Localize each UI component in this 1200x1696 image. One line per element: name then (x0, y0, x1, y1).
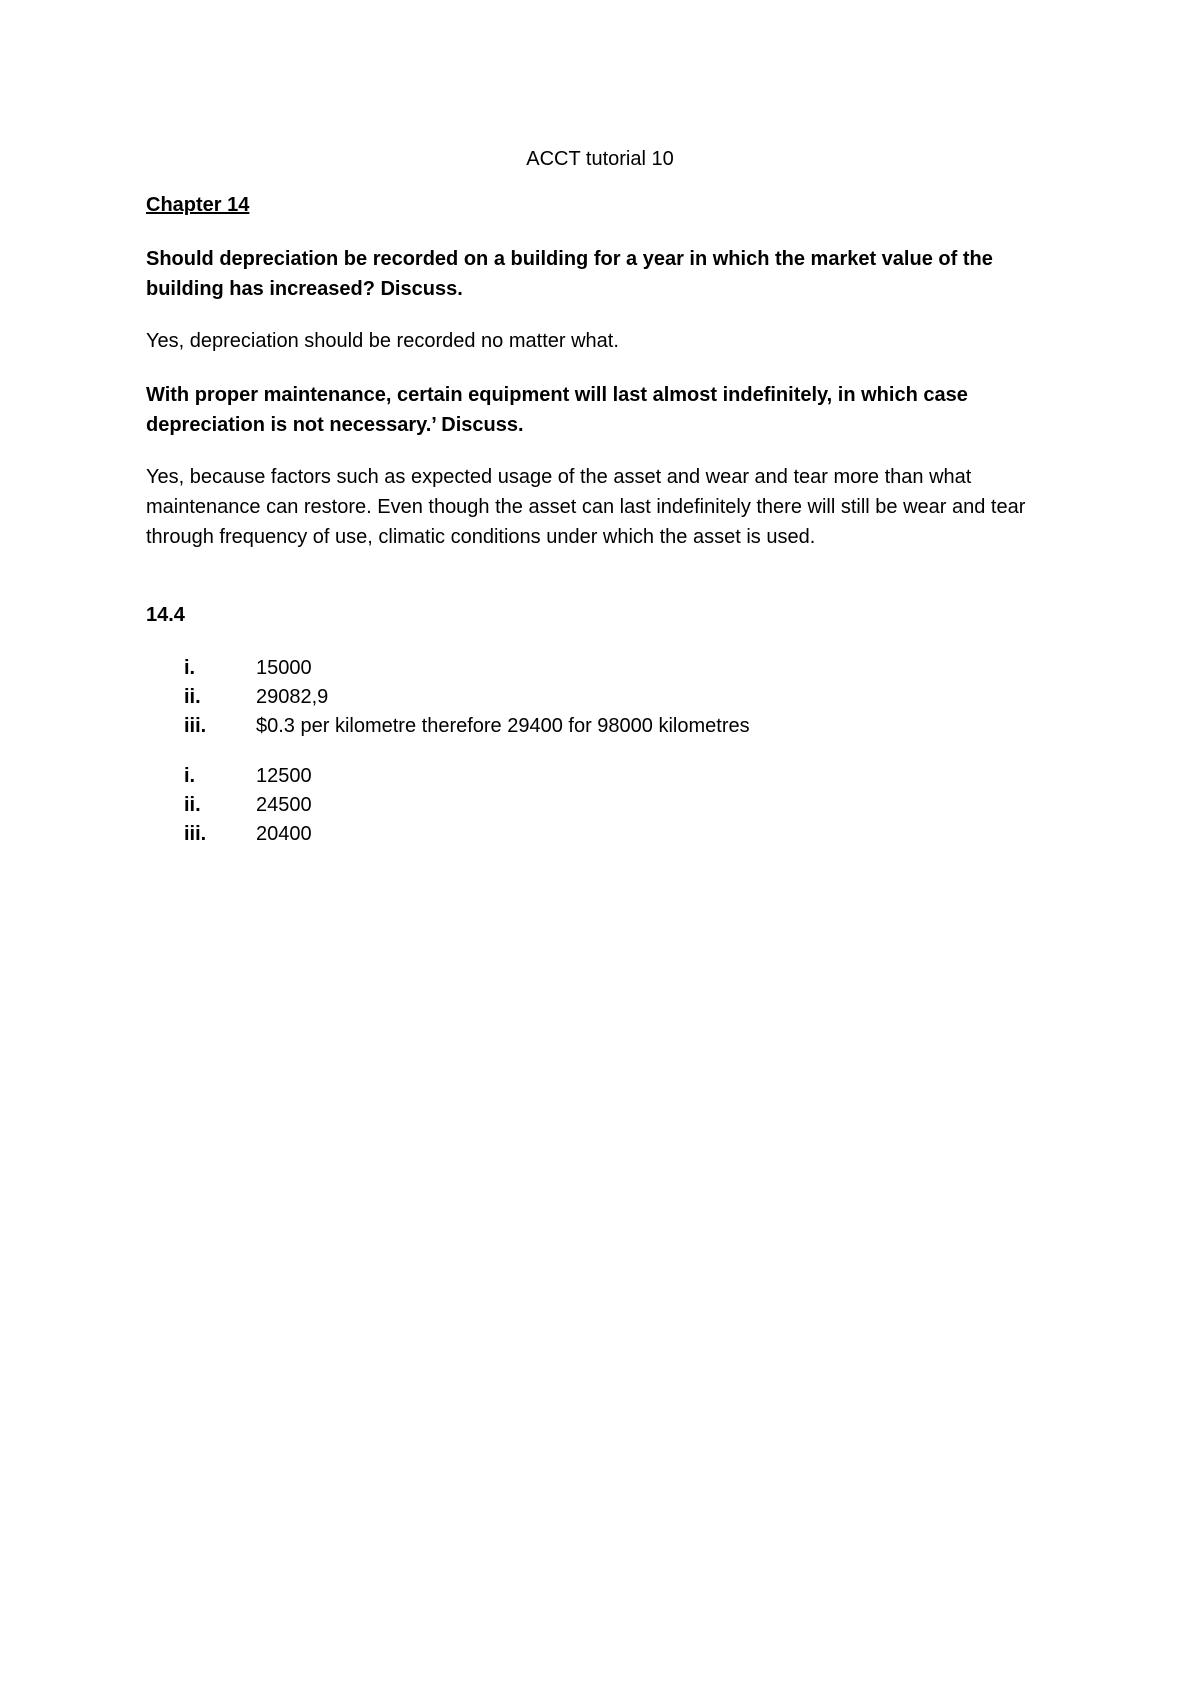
list-value: $0.3 per kilometre therefore 29400 for 98000 kilometres (256, 715, 750, 737)
document-title: ACCT tutorial 10 (526, 148, 674, 170)
answer-list-b (146, 762, 312, 849)
question-2: With proper maintenance, certain equipment will last almost indefinitely, in which case depreciation is not necessary.’ Discuss. (146, 384, 968, 436)
list-number: iii. (184, 715, 207, 737)
list-value: 24500 (256, 794, 312, 816)
list-item (146, 654, 750, 683)
list-number: i. (184, 657, 196, 679)
list-item (146, 683, 750, 712)
answer-1: Yes, depreciation should be recorded no matter what. (146, 330, 619, 352)
list-number: ii. (184, 686, 201, 708)
list-value: 15000 (256, 657, 312, 679)
list-value: 20400 (256, 823, 312, 845)
question-1: Should depreciation be recorded on a building for a year in which the market value of the building has increased? Discuss. (146, 248, 993, 300)
answer-list-a (146, 654, 750, 741)
list-number: iii. (184, 823, 207, 845)
chapter-heading: Chapter 14 (146, 194, 250, 216)
list-number: ii. (184, 794, 201, 816)
list-item (146, 820, 312, 849)
answer-2: Yes, because factors such as expected usage of the asset and wear and tear more than what maintenance can restore. Even though the asset can last indefinitely there will still be wear and tear through frequency of use, climatic conditions under which the asset is used. (146, 466, 1026, 548)
list-item (146, 712, 750, 741)
list-number: i. (184, 765, 196, 787)
exercise-heading: 14.4 (146, 604, 185, 626)
list-value: 12500 (256, 765, 312, 787)
list-item (146, 762, 312, 791)
list-item (146, 791, 312, 820)
list-value: 29082,9 (256, 686, 329, 708)
